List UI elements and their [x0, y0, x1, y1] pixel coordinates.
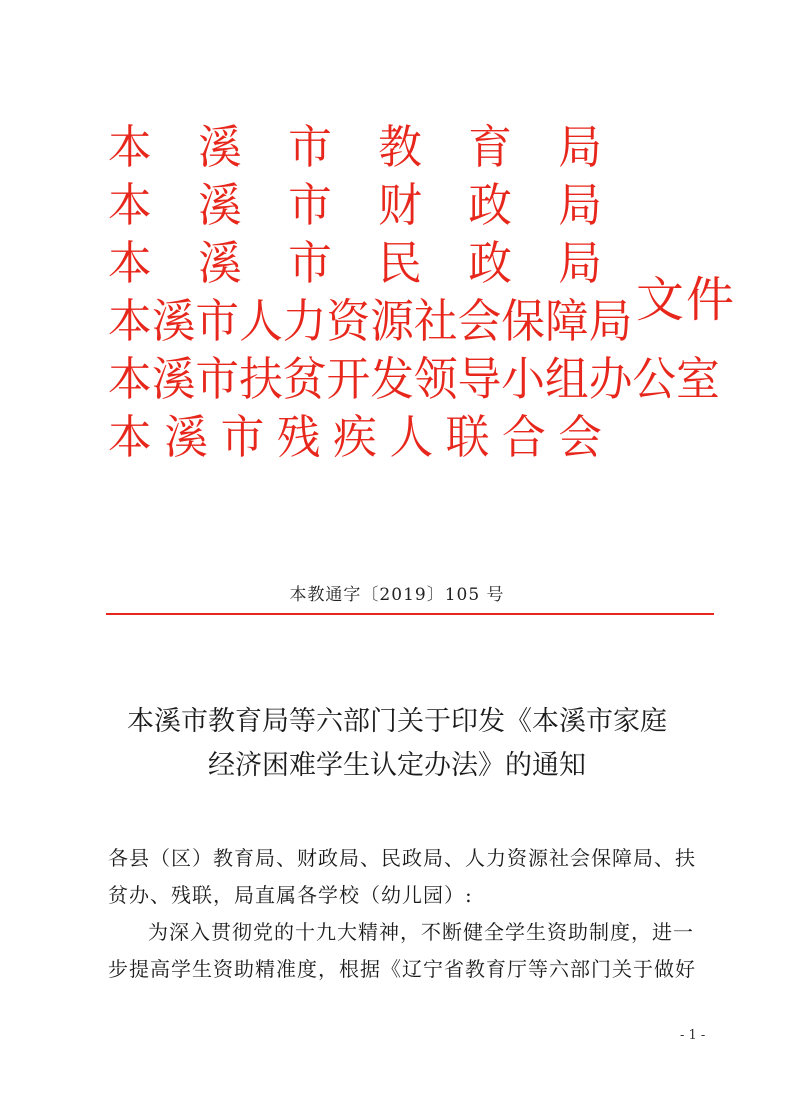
issuer-char: 社	[413, 294, 458, 348]
document-number: 本教通字〔2019〕105 号	[289, 585, 505, 605]
issuer-char: 溪	[198, 236, 242, 290]
issuer-char: 合	[502, 410, 546, 464]
issuer-char: 小	[501, 352, 545, 406]
issuer-char: 人	[389, 410, 434, 464]
addressee-line-2: 贫办、残联，局直属各学校（幼儿园）:	[108, 883, 473, 907]
issuer-char: 本	[108, 178, 152, 232]
issuer-char: 溪	[198, 120, 242, 174]
issuer-line-civil-affairs	[108, 234, 602, 292]
paragraph-line-1: 为深入贯彻党的十九大精神，不断健全学生资助制度，进一	[148, 920, 694, 944]
paragraph-line-2: 步提高学生资助精准度，根据《辽宁省教育厅等六部门关于做好	[108, 957, 696, 981]
issuer-char: 室	[676, 352, 720, 406]
issuer-char: 市	[288, 120, 332, 174]
issuer-char: 市	[195, 352, 240, 406]
issuer-char: 人	[239, 294, 283, 348]
issuer-char: 局	[558, 178, 602, 232]
issuer-char: 开	[326, 352, 371, 406]
issuer-char: 本	[108, 294, 152, 348]
issuer-char: 联	[445, 410, 490, 464]
issuer-char: 局	[558, 120, 602, 174]
issuer-char: 导	[457, 352, 502, 406]
issuer-char: 力	[282, 294, 327, 348]
issuer-char: 发	[370, 352, 414, 406]
issuer-line-poverty-office	[108, 350, 720, 408]
issuer-char: 政	[468, 178, 512, 232]
addressee-line-1: 各县（区）教育局、财政局、民政局、人力资源社会保障局、扶	[108, 846, 696, 870]
issuer-line-human-resources	[108, 292, 633, 350]
issuer-char: 残	[276, 410, 321, 464]
issuer-char: 教	[378, 120, 422, 174]
issuer-char: 贫	[282, 352, 327, 406]
issuer-char: 组	[545, 352, 589, 406]
issuer-char: 局	[558, 236, 602, 290]
issuer-char: 溪	[151, 352, 196, 406]
issuer-char: 市	[195, 294, 240, 348]
issuer-char: 财	[378, 178, 422, 232]
issuer-char: 会	[558, 410, 602, 464]
issuer-char: 溪	[164, 410, 208, 464]
page-number: - 1 -	[680, 1028, 706, 1043]
issuer-char: 资	[326, 294, 371, 348]
issuer-char: 领	[413, 352, 458, 406]
issuer-char: 办	[588, 352, 633, 406]
issuer-char: 本	[108, 120, 152, 174]
issuer-char: 保	[501, 294, 545, 348]
document-body	[108, 840, 708, 988]
issuer-char: 育	[468, 120, 512, 174]
issuer-char: 本	[108, 352, 152, 406]
issuer-char: 市	[220, 410, 265, 464]
issuer-line-education	[108, 118, 602, 176]
issuer-char: 障	[545, 294, 589, 348]
issuer-char: 溪	[151, 294, 196, 348]
issuer-char: 会	[457, 294, 502, 348]
issuer-char: 源	[370, 294, 414, 348]
document-title	[90, 700, 704, 788]
document-suffix: 文件	[636, 272, 737, 328]
issuer-char: 市	[288, 236, 332, 290]
red-separator-line	[106, 613, 714, 615]
issuer-line-finance	[108, 176, 602, 234]
title-line-2: 经济困难学生认定办法》的通知	[208, 750, 586, 781]
issuer-char: 溪	[198, 178, 242, 232]
issuer-char: 本	[108, 410, 152, 464]
issuer-char: 政	[468, 236, 512, 290]
issuer-char: 本	[108, 236, 152, 290]
issuer-char: 民	[378, 236, 422, 290]
issuer-line-disabled-federation	[108, 408, 602, 466]
issuer-char: 公	[632, 352, 677, 406]
issuer-char: 疾	[333, 410, 377, 464]
issuer-char: 局	[588, 294, 633, 348]
issuer-char: 市	[288, 178, 332, 232]
title-line-1: 本溪市教育局等六部门关于印发《本溪市家庭	[127, 706, 667, 737]
issuer-char: 扶	[239, 352, 283, 406]
